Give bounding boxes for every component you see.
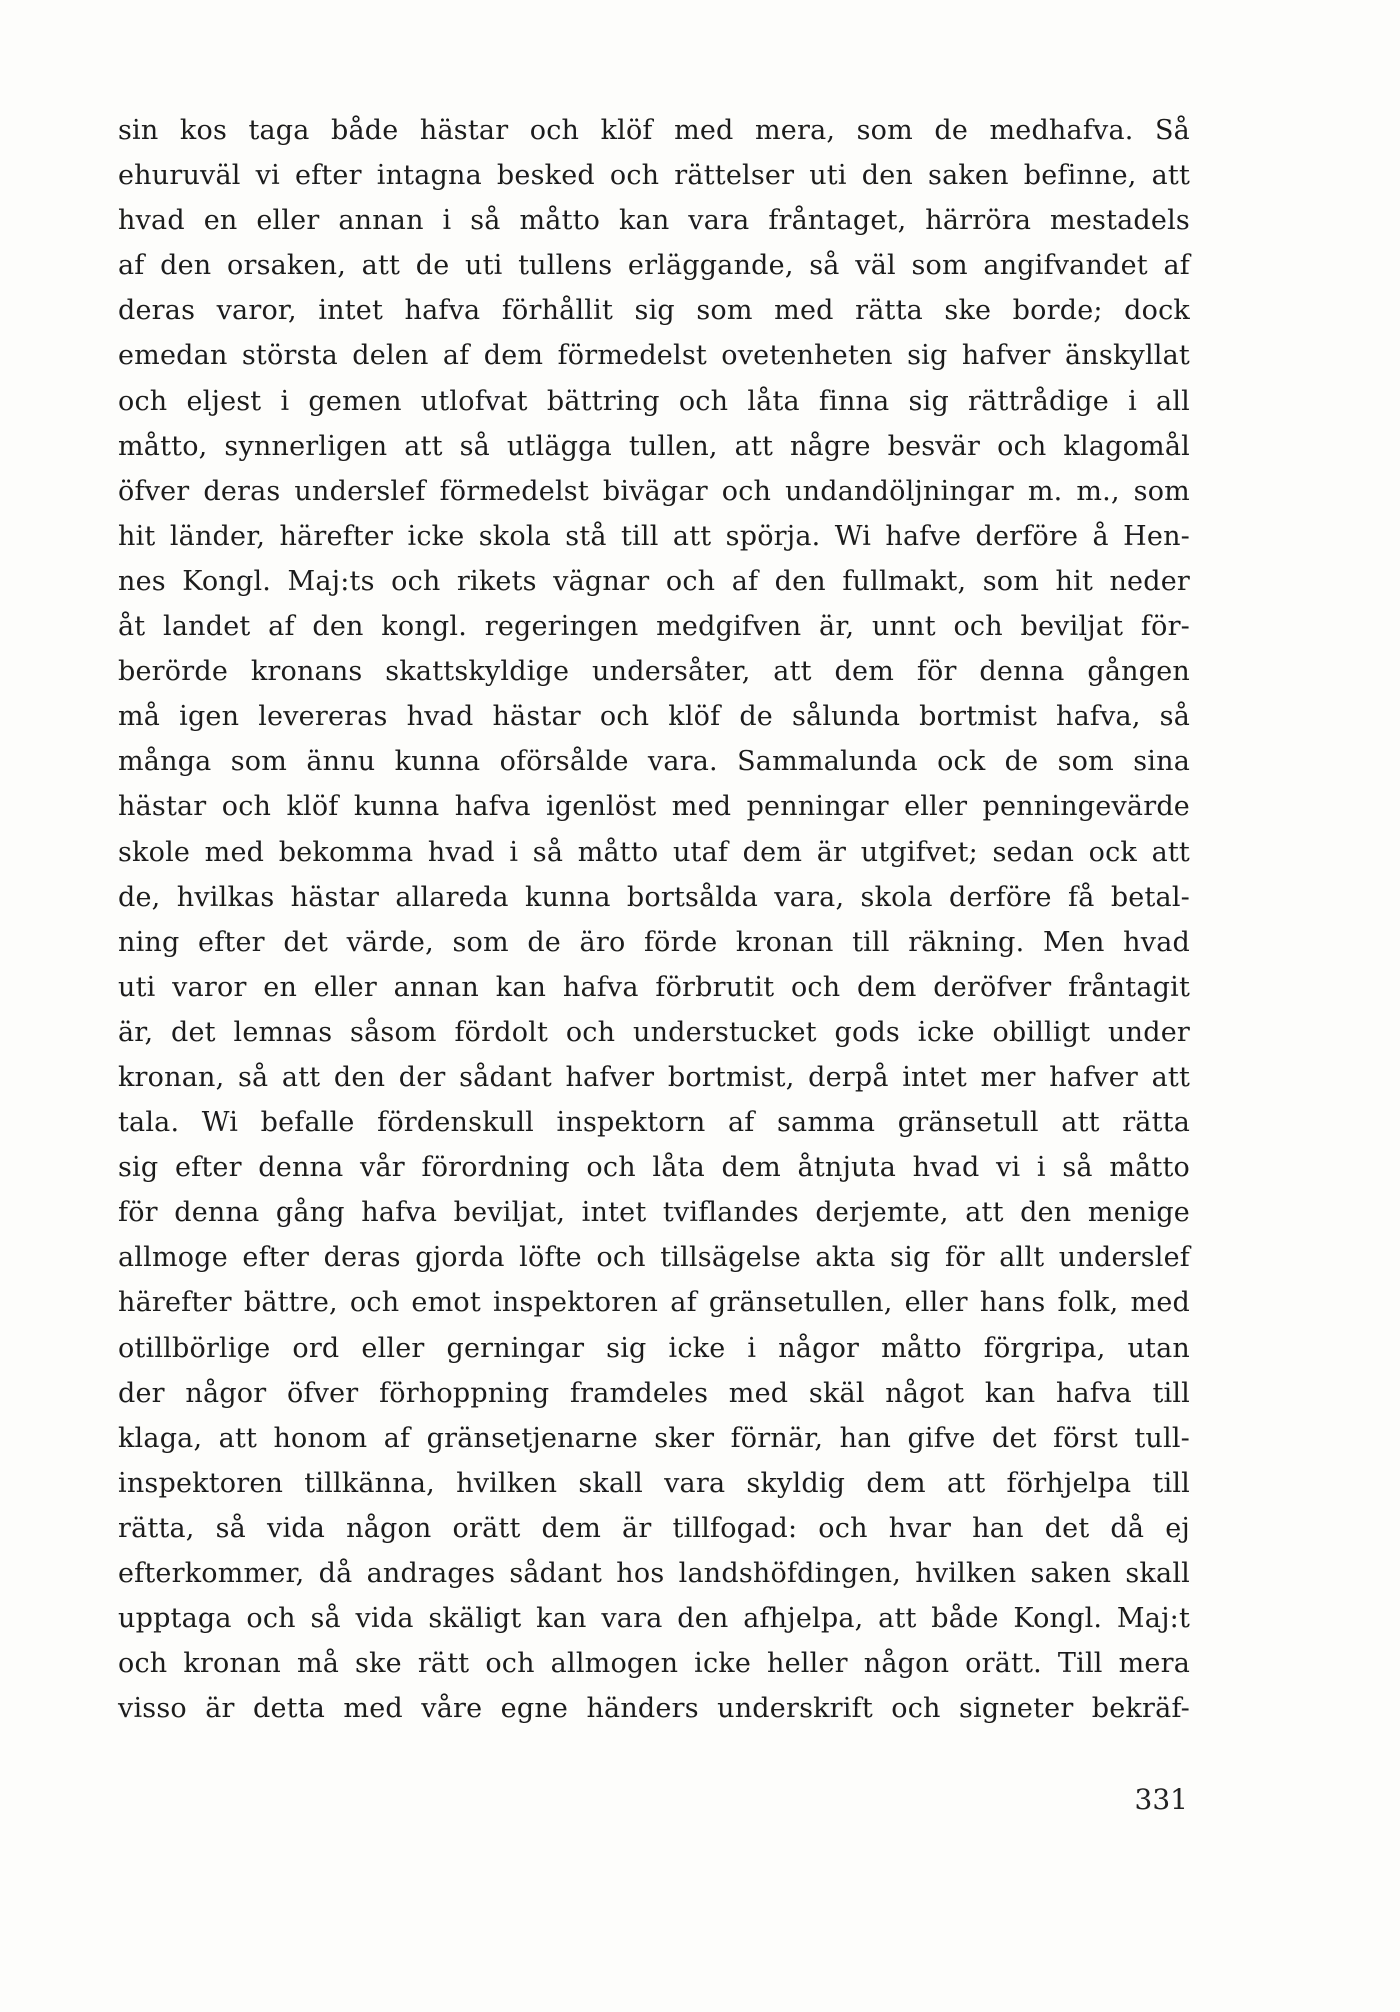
text-line: och eljest i gemen utlofvat bättring och låta finna sig rättrådige i all (118, 385, 1190, 417)
text-line: upptaga och så vida skäligt kan vara den afhjelpa, att både Kongl. Maj:t (118, 1603, 1190, 1635)
text-line: måtto, synnerligen att så utlägga tullen, att någre besvär och klagomål (118, 430, 1190, 462)
text-line: emedan största delen af dem förmedelst ovetenheten sig hafver änskyllat (118, 340, 1190, 372)
text-line: härefter bättre, och emot inspektoren af gränsetullen, eller hans folk, med (118, 1287, 1190, 1319)
text-line: hit länder, härefter icke skola stå till att spörja. Wi hafve derföre å Hen- (118, 520, 1190, 552)
text-line: berörde kronans skattskyldige undersåter, att dem för denna gången (118, 656, 1190, 688)
text-line: är, det lemnas såsom fördolt och understucket gods icke obilligt under (118, 1016, 1190, 1048)
text-line: åt landet af den kongl. regeringen medgifven är, unnt och beviljat för- (118, 611, 1190, 643)
text-line: inspektoren tillkänna, hvilken skall vara skyldig dem att förhjelpa till (118, 1467, 1190, 1499)
text-line: kronan, så att den der sådant hafver bortmist, derpå intet mer hafver att (118, 1061, 1190, 1093)
text-line: hvad en eller annan i så måtto kan vara fråntaget, härröra mestadels (118, 205, 1190, 237)
text-line: visso är detta med våre egne händers underskrift och signeter bekräf- (118, 1693, 1190, 1725)
text-line: de, hvilkas hästar allareda kunna bortsålda vara, skola derföre få betal- (118, 881, 1190, 913)
text-line: må igen levereras hvad hästar och klöf de sålunda bortmist hafva, så (118, 701, 1190, 733)
page-number: 331 (1134, 1783, 1188, 1816)
text-line: allmoge efter deras gjorda löfte och tillsägelse akta sig för allt underslef (118, 1242, 1190, 1274)
text-line: för denna gång hafva beviljat, intet tviflandes derjemte, att den menige (118, 1197, 1190, 1229)
text-line: otillbörlige ord eller gerningar sig icke i någor måtto förgripa, utan (118, 1332, 1190, 1364)
text-line: af den orsaken, att de uti tullens erläggande, så väl som angifvandet af (118, 250, 1190, 282)
text-line: rätta, så vida någon orätt dem är tillfogad: och hvar han det då ej (118, 1512, 1190, 1544)
text-line: ning efter det värde, som de äro förde kronan till räkning. Men hvad (118, 926, 1190, 958)
text-line: deras varor, intet hafva förhållit sig som med rätta ske borde; dock (118, 295, 1190, 327)
text-line: sin kos taga både hästar och klöf med mera, som de medhafva. Så (118, 115, 1190, 146)
text-line: ehuruväl vi efter intagna besked och rättelser uti den saken befinne, att (118, 160, 1190, 192)
text-line: tala. Wi befalle fördenskull inspektorn af samma gränsetull att rätta (118, 1107, 1190, 1139)
text-line: hästar och klöf kunna hafva igenlöst med penningar eller penningevärde (118, 791, 1190, 823)
text-line: uti varor en eller annan kan hafva förbrutit och dem deröfver fråntagit (118, 971, 1190, 1003)
text-line: öfver deras underslef förmedelst bivägar och undandöljningar m. m., som (118, 475, 1190, 507)
body-text (118, 108, 1190, 1731)
text-line: klaga, att honom af gränsetjenarne sker förnär, han gifve det först tull- (118, 1422, 1190, 1454)
text-line: der någor öfver förhoppning framdeles med skäl något kan hafva till (118, 1377, 1190, 1409)
text-line: sig efter denna vår förordning och låta dem åtnjuta hvad vi i så måtto (118, 1152, 1190, 1184)
text-line: nes Kongl. Maj:ts och rikets vägnar och af den fullmakt, som hit neder (118, 565, 1190, 597)
text-line: många som ännu kunna oförsålde vara. Sammalunda ock de som sina (118, 746, 1190, 778)
text-line: och kronan må ske rätt och allmogen icke heller någon orätt. Till mera (118, 1648, 1190, 1680)
text-line: skole med bekomma hvad i så måtto utaf dem är utgifvet; sedan ock att (118, 836, 1190, 868)
text-line: efterkommer, då andrages sådant hos landshöfdingen, hvilken saken skall (118, 1558, 1190, 1589)
